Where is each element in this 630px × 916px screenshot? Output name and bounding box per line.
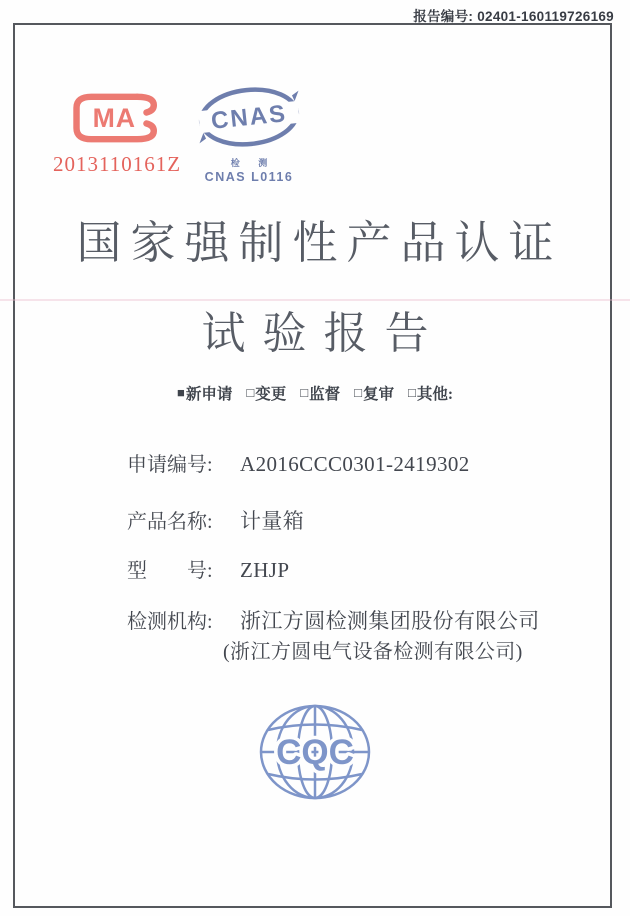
checkbox-unchecked-icon: □ xyxy=(407,385,416,400)
cnas-logo-letters: CNAS xyxy=(209,100,289,135)
application-type-option-label: 监督 xyxy=(309,386,341,403)
cma-logo-letters: MA xyxy=(92,103,136,134)
field-application-number xyxy=(127,449,607,480)
application-type-option-new xyxy=(177,382,232,404)
checkbox-unchecked-icon: □ xyxy=(354,385,362,400)
application-type-option-change xyxy=(246,382,286,404)
checkbox-checked-icon: ■ xyxy=(176,385,185,400)
application-type-option-other xyxy=(408,382,453,404)
application-type-option-label: 变更 xyxy=(255,386,287,403)
cnas-logo-icon xyxy=(197,84,301,150)
application-type-option-review xyxy=(354,382,394,404)
field-product-name xyxy=(127,506,607,537)
field-label: 产品名称: xyxy=(127,511,213,533)
cnas-logo-block xyxy=(192,84,306,184)
application-type-option-label: 新申请 xyxy=(185,386,233,403)
cnas-caption: 检 测 xyxy=(230,158,276,168)
report-number-value: 02401-160119726169 xyxy=(477,9,614,24)
report-number-label: 报告编号: xyxy=(413,9,474,24)
application-type-row xyxy=(0,382,630,404)
field-value: 浙江方圆检测集团股份有限公司 xyxy=(240,609,540,633)
cma-logo-icon xyxy=(71,90,163,146)
field-value: A2016CCC0301-2419302 xyxy=(240,452,470,476)
field-test-organization xyxy=(127,606,607,667)
application-type-option-label: 复审 xyxy=(362,386,394,403)
cma-logo-block xyxy=(50,90,184,177)
field-label: 申请编号: xyxy=(127,454,213,476)
report-fields xyxy=(127,449,607,693)
cnas-accreditation-number: CNAS L0116 xyxy=(204,170,294,184)
field-value: 计量箱 xyxy=(240,509,305,533)
checkbox-unchecked-icon: □ xyxy=(246,385,255,400)
field-model xyxy=(127,555,607,586)
checkbox-unchecked-icon: □ xyxy=(300,385,309,400)
application-type-option-label: 其他: xyxy=(416,386,454,403)
cma-certificate-number: 2013110161Z xyxy=(52,152,182,176)
field-value-line2: (浙江方圆电气设备检测有限公司) xyxy=(223,641,523,663)
field-label: 检测机构: xyxy=(127,611,213,633)
cqc-logo-icon xyxy=(258,702,372,802)
page-title: 国家强制性产品认证 xyxy=(76,218,563,268)
field-label: 型 号: xyxy=(127,560,213,582)
report-number xyxy=(413,5,614,25)
application-type-option-supervision xyxy=(300,382,340,404)
page-subtitle: 试验报告 xyxy=(201,309,446,358)
cqc-logo-block xyxy=(258,702,372,802)
field-value: ZHJP xyxy=(240,558,290,582)
cqc-logo-letters: CQC xyxy=(276,733,354,772)
